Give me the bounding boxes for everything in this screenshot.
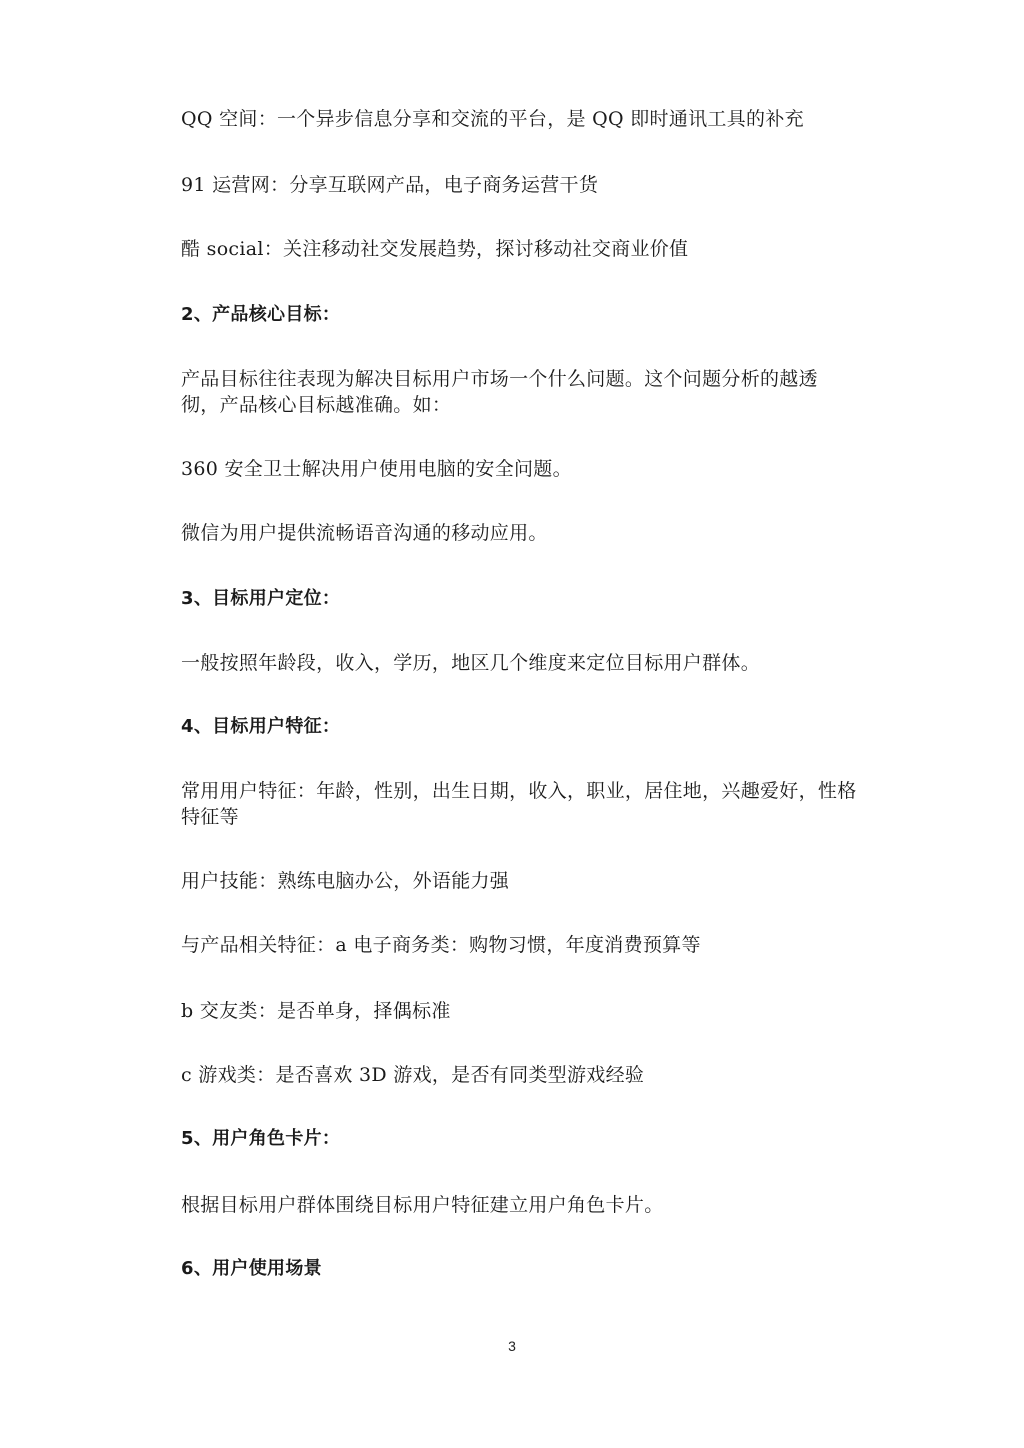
- section-heading-4: 4、目标用户特征：: [181, 716, 341, 737]
- page-number: 3: [508, 1338, 516, 1354]
- paragraph-common-features: 常用用户特征：年龄，性别，出生日期，收入，职业，居住地，兴趣爱好，性格特征等: [181, 780, 857, 828]
- paragraph-360: 360 安全卫士解决用户使用电脑的安全问题。: [181, 458, 572, 480]
- section-heading-3: 3、目标用户定位：: [181, 588, 341, 609]
- paragraph-user-skills: 用户技能：熟练电脑办公，外语能力强: [181, 870, 510, 892]
- paragraph-ku-social: 酷 social：关注移动社交发展趋势，探讨移动社交商业价值: [181, 238, 689, 260]
- section-heading-5: 5、用户角色卡片：: [181, 1128, 341, 1149]
- paragraph-user-positioning: 一般按照年龄段，收入，学历，地区几个维度来定位目标用户群体。: [181, 652, 761, 674]
- paragraph-related-features: 与产品相关特征：a 电子商务类：购物习惯，年度消费预算等: [181, 934, 701, 956]
- section-heading-2: 2、产品核心目标：: [181, 304, 341, 325]
- section-heading-6: 6、用户使用场景: [181, 1258, 322, 1279]
- paragraph-product-goal: 产品目标往往表现为解决目标用户市场一个什么问题。这个问题分析的越透彻，产品核心目标越准确。如：: [181, 368, 818, 416]
- paragraph-qq-zone: QQ 空间：一个异步信息分享和交流的平台，是 QQ 即时通讯工具的补充: [181, 108, 804, 130]
- paragraph-dating: b 交友类：是否单身，择偶标准: [181, 1000, 451, 1022]
- paragraph-persona-cards: 根据目标用户群体围绕目标用户特征建立用户角色卡片。: [181, 1194, 664, 1216]
- paragraph-wechat: 微信为用户提供流畅语音沟通的移动应用。: [181, 522, 548, 544]
- paragraph-games: c 游戏类：是否喜欢 3D 游戏，是否有同类型游戏经验: [181, 1064, 645, 1086]
- paragraph-91-yunying: 91 运营网：分享互联网产品，电子商务运营干货: [181, 174, 599, 196]
